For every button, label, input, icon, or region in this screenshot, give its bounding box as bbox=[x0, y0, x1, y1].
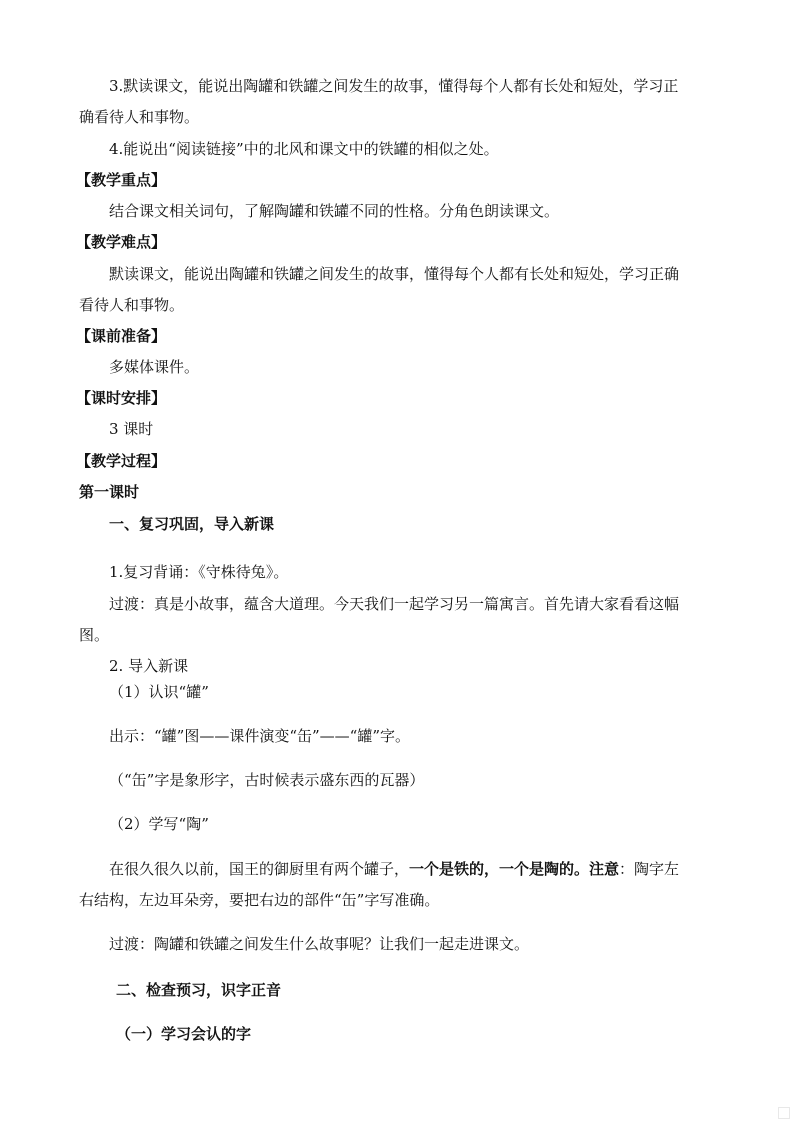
part-2-sub-1: （一）学习会认的字 bbox=[116, 1025, 252, 1043]
story-line-2: 右结构，左边耳朵旁，要把右边的部件“缶”字写准确。 bbox=[79, 891, 440, 909]
key-points-text: 结合课文相关词句，了解陶罐和铁罐不同的性格。分角色朗读课文。 bbox=[109, 202, 560, 220]
difficulties-line-1: 默读课文，能说出陶罐和铁罐之间发生的故事，懂得每个人都有长处和短处，学习正确 bbox=[109, 265, 680, 283]
sub-item-2: （2）学写“陶” bbox=[109, 815, 209, 833]
part-2-title: 二、检查预习，识字正音 bbox=[116, 981, 282, 999]
schedule-text: 3 课时 bbox=[109, 420, 154, 438]
story-emphasis: 一个是铁的，一个是陶的。注意 bbox=[409, 860, 620, 878]
transition-1-line-2: 图。 bbox=[79, 626, 110, 644]
objective-3-line-2: 确看待人和事物。 bbox=[79, 108, 200, 126]
difficulties-line-2: 看待人和事物。 bbox=[79, 296, 185, 314]
preparation-heading: 【课前准备】 bbox=[76, 327, 167, 345]
lesson-1-title: 第一课时 bbox=[79, 483, 140, 501]
transition-1-line-1: 过渡：真是小故事，蕴含大道理。今天我们一起学习另一篇寓言。首先请大家看看这幅 bbox=[109, 595, 680, 613]
sub-item-1: （1）认识“罐” bbox=[109, 683, 209, 701]
process-heading: 【教学过程】 bbox=[76, 452, 167, 470]
difficulties-heading: 【教学难点】 bbox=[76, 233, 167, 251]
story-line-1 bbox=[109, 859, 679, 879]
story-text-2: ：陶字左 bbox=[619, 860, 680, 878]
objective-4: 4.能说出“阅读链接”中的北风和课文中的铁罐的相似之处。 bbox=[109, 140, 499, 158]
schedule-heading: 【课时安排】 bbox=[76, 389, 167, 407]
intro-item: 2. 导入新课 bbox=[109, 657, 189, 675]
preparation-text: 多媒体课件。 bbox=[109, 358, 200, 376]
story-text-1: 在很久很久以前，国王的御厨里有两个罐子， bbox=[109, 860, 410, 878]
part-1-title: 一、复习巩固，导入新课 bbox=[109, 515, 275, 533]
corner-mark bbox=[778, 1107, 790, 1119]
key-points-heading: 【教学重点】 bbox=[76, 171, 167, 189]
objective-3-line-1: 3.默读课文，能说出陶罐和铁罐之间发生的故事，懂得每个人都有长处和短处，学习正 bbox=[109, 77, 679, 95]
review-item: 1.复习背诵：《守株待兔》。 bbox=[109, 563, 289, 581]
transition-2: 过渡：陶罐和铁罐之间发生什么故事呢？让我们一起走进课文。 bbox=[109, 935, 530, 953]
note-item: （“缶”字是象形字，古时候表示盛东西的瓦器） bbox=[109, 771, 425, 789]
show-item: 出示：“罐”图——课件演变“缶”——“罐”字。 bbox=[109, 727, 411, 745]
